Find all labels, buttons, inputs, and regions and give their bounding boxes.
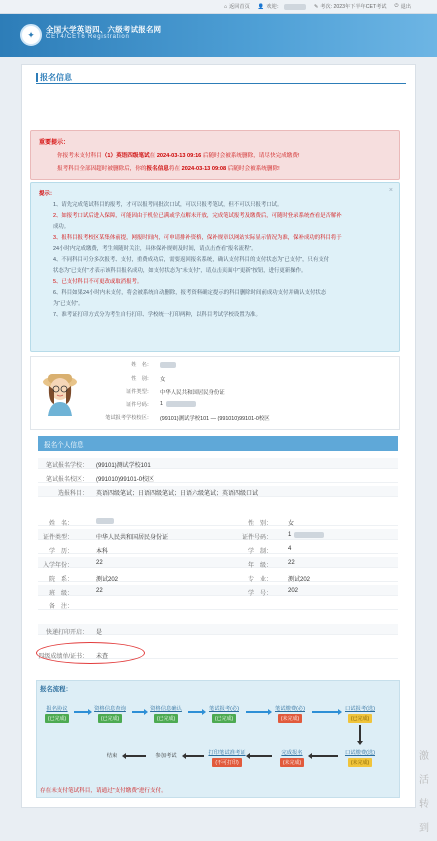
reg-idno-label: 证件号码： (241, 535, 272, 541)
notice-line-1: 你报考未支付科目（1）英语四级笔试在 2024-03-13 09:16 后随时会被系统删除，请尽快完成缴费! (57, 153, 300, 159)
highlight-circle (36, 642, 145, 664)
step-print-admission[interactable]: 打印笔试准考证 (不可打印) (208, 750, 246, 766)
top-bar (0, 0, 437, 14)
activation-watermark: 激活 转到 (419, 751, 429, 834)
subjects: 英语四级笔试；日语四级笔试；日语六级笔试；英语四级口试 (96, 491, 259, 497)
grid-row (38, 571, 398, 582)
class: 22 (96, 588, 103, 594)
tip-5: 5、已支付科目不可更改或取消报考。 (53, 279, 143, 285)
arrow-right (246, 711, 268, 713)
grid-row (38, 515, 398, 526)
step-oral-pay[interactable]: 口试缴费(选) (未完成) (344, 750, 375, 766)
arrow-right (188, 711, 202, 713)
written-school: (99101)测试学校101 (96, 463, 151, 469)
notice-title: 重要提示： (39, 140, 70, 146)
process-panel (36, 680, 400, 798)
tips-title: 提示： (39, 191, 56, 197)
arrow-left (250, 755, 272, 757)
process-note: 存在未支付笔试科目，请通过“支付缴费”进行支付。 (40, 788, 167, 794)
subjects-label: 选报科目： (57, 491, 88, 497)
welcome-user: 👤 欢迎： (258, 3, 306, 10)
exam-icon: ✎ (313, 3, 319, 10)
arrow-down (359, 725, 361, 741)
stuno: 202 (288, 588, 299, 594)
step-written-pay[interactable]: 笔试缴费(必) (未完成) (274, 706, 305, 722)
grade-label: 年 级： (247, 563, 272, 569)
close-icon[interactable]: × (388, 187, 393, 194)
user-icon: 👤 (257, 3, 265, 10)
arrow-left (126, 755, 146, 757)
print-value: 是 (96, 630, 103, 636)
tip-6b: 为“已支付”。 (53, 301, 84, 307)
grid-row (38, 472, 398, 483)
important-notice (30, 130, 400, 180)
notice-line-2: 报考科目全部因超时被删除后，你的报名信息将在 2024-03-13 09:08 后随时会被系统删除! (57, 166, 280, 172)
edu-label: 学 历： (48, 549, 73, 555)
exam-session: ✎ 考次: 2023年下半年CET考试 (313, 3, 387, 10)
tip-2b: 成功。 (53, 224, 70, 230)
reg-name-blurred (96, 518, 114, 524)
tip-7: 7、准考证打印方式分为考生自行打印、学校统一打印两种，以科目考试学校设置为准。 (53, 312, 261, 318)
avatar (40, 366, 80, 416)
step-complete[interactable]: 完成报名 (未完成) (281, 750, 303, 766)
step-written-register[interactable]: 笔试报考(必) (已完成) (208, 706, 239, 722)
home-link[interactable]: ⌂ 返回首页 (223, 3, 250, 10)
class-label: 班 级： (48, 591, 73, 597)
site-title: 全国大学英语四、六级考试报名网 (46, 25, 162, 34)
site-logo-icon: ✦ (20, 24, 42, 46)
person-gender: 女 (160, 377, 166, 383)
grid-row (38, 529, 398, 540)
reg-gender-label: 性 别： (247, 521, 272, 527)
written-campus: (991010)99101-0校区 (96, 477, 155, 483)
score-label: 四级成绩单/证书： (38, 654, 88, 660)
grid-row (38, 585, 398, 596)
step-take-exam: 参加考试 (155, 753, 177, 759)
person-school-label: 笔试报考学校校区： (105, 415, 152, 421)
arrow-right (74, 711, 88, 713)
arrow-left (312, 755, 338, 757)
reg-idtype: 中华人民共和国居民身份证 (96, 535, 169, 541)
dept-label: 院 系： (48, 577, 73, 583)
grid-row (38, 458, 398, 469)
enroll: 22 (96, 560, 103, 566)
tip-1: 1、请先完成笔试科目的报考，才可以报考同批次口试，可以只报考笔试，但不可以只报考口试。 (53, 202, 283, 208)
page-title: 报名信息 (36, 72, 406, 84)
score-value: 未查 (96, 654, 109, 660)
grade: 22 (288, 560, 295, 566)
user-name-blurred (284, 4, 306, 10)
logout-link[interactable]: ⏻ 退出 (394, 3, 411, 10)
year-label: 学 制： (247, 549, 272, 555)
remark-label: 备 注： (48, 604, 73, 610)
person-school: (99101)测试学校101 — (991010)99101-0校区 (160, 416, 270, 422)
tips-box (30, 182, 400, 352)
process-title: 报名流程： (40, 686, 72, 693)
tip-4b: 状态为“已支付”才表示该科目报名成功，如支付状态为“未支付”，请点击页面中“更新”按钮，进行更新操作。 (53, 268, 307, 274)
person-gender-label: 性 别： (131, 376, 152, 382)
step-oral-register[interactable]: 口试报考(选) (已完成) (344, 706, 375, 722)
reg-idtype-label: 证件类型： (42, 535, 73, 541)
person-idtype: 中华人民共和国居民身份证 (160, 390, 225, 396)
reg-gender: 女 (288, 521, 295, 527)
grid-row (38, 624, 398, 635)
person-idtype-label: 证件类型： (126, 389, 152, 395)
arrow-left (186, 755, 204, 757)
major: 测试202 (288, 577, 311, 583)
section-title: 报名个人信息 (38, 436, 398, 451)
grid-row (38, 557, 398, 568)
year: 4 (288, 546, 292, 552)
step-agreement[interactable]: 报名协议 (已完成) (46, 706, 68, 722)
print-label: 快递打印开启： (45, 630, 88, 636)
stuno-label: 学 号： (247, 591, 272, 597)
edu: 本科 (96, 549, 109, 555)
reg-idno: 1 (288, 532, 292, 538)
tip-3a: 3、报科目报考校区某集体前提，网报时间内，可申请排补资格，保补规章以网站实际显示情况为准，保补成功的科目将于 (53, 235, 342, 241)
person-idno-blurred (166, 401, 196, 407)
tip-3b: 24小时内完成缴费，考生须随时关注，具体保补规则及时间，请点击查看“报名流程”。 (53, 246, 257, 252)
person-name-label: 姓 名： (131, 362, 152, 368)
reg-name-label: 姓 名： (48, 521, 73, 527)
grid-row (38, 599, 398, 610)
enroll-label: 入学年份： (42, 563, 73, 569)
tip-6a: 6、科目如果24小时内未支付，将会被系统自动删除，报考资料确定提示的科目删除时间前成功支付并确认支付状态 (53, 290, 327, 296)
person-idno-label: 证件号码： (126, 402, 152, 408)
step-end: 结束 (106, 753, 118, 759)
step-info-query[interactable]: 资格信息查询 (已完成) (94, 706, 126, 722)
dept: 测试202 (96, 577, 119, 583)
major-label: 专 业： (247, 577, 272, 583)
reg-idno-blurred (294, 532, 324, 538)
arrow-right (312, 711, 338, 713)
person-idno: 1 (160, 401, 163, 407)
site-subtitle: CET4/CET6 Registration (46, 34, 130, 40)
home-icon: ⌂ (223, 3, 228, 10)
tip-2a: 2、如报考口试后进入保障，可能因由于机位已满或学点解未开放，完成笔试报考及缴费后，可随时登录系统查看是否解补 (53, 213, 342, 219)
logout-icon: ⏻ (394, 3, 399, 9)
arrow-right (132, 711, 144, 713)
grid-row (38, 543, 398, 554)
step-info-confirm[interactable]: 资格信息确认 (已完成) (150, 706, 182, 722)
person-name-blurred (160, 362, 176, 368)
tip-4a: 4、不同科目可分多次报考、支付，重费成功后，需要返回报名系统，确认支付科目的支付状态为“已支付”，只有支付 (53, 257, 330, 263)
written-school-label: 笔试报名学校： (45, 463, 88, 469)
written-campus-label: 笔试报名校区： (45, 477, 88, 483)
